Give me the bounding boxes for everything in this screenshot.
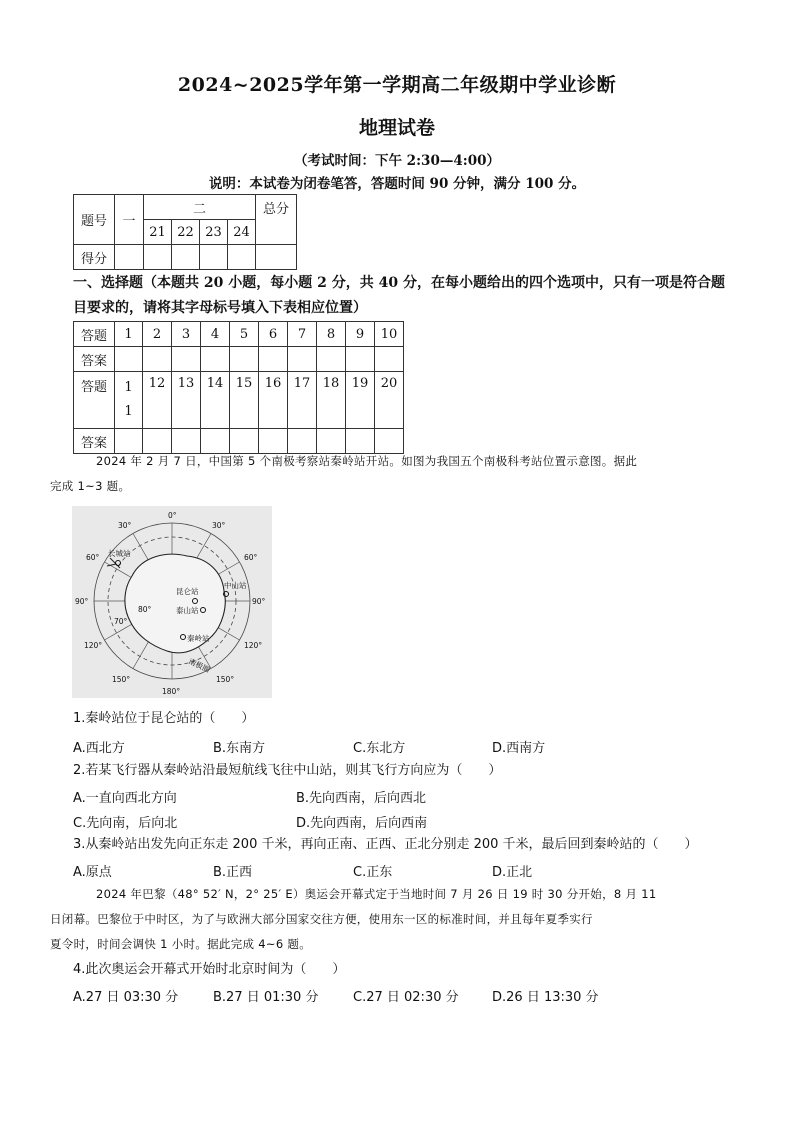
question-number: 5 [230, 322, 259, 347]
answer-cell[interactable] [172, 347, 201, 372]
question-number: 17 [288, 372, 317, 429]
question-number: 2 [143, 322, 172, 347]
question-number: 15 [230, 372, 259, 429]
answer-a-label: 答案 [74, 429, 115, 454]
question-number: 16 [259, 372, 288, 429]
total-header: 总分 [256, 195, 297, 245]
passage-line: 夏令时，时间会调快 1 小时。据此完成 4~6 题。 [50, 937, 312, 951]
part-one-header: 一 [115, 195, 144, 245]
question-number: 19 [346, 372, 375, 429]
answer-cell[interactable] [346, 347, 375, 372]
lon-label: 180° [162, 687, 181, 696]
question-number: 6 [259, 322, 288, 347]
answer-cell[interactable] [115, 347, 143, 372]
score-table [73, 194, 297, 270]
lon-label: 30° [212, 521, 226, 530]
lon-label: 120° [84, 641, 103, 650]
question-number: 14 [201, 372, 230, 429]
answer-cell[interactable] [259, 347, 288, 372]
question-number-part: 1 [124, 404, 133, 419]
score-table-header: 题号 [74, 195, 115, 245]
q2-option-c[interactable]: C.先向南，后向北 [73, 816, 178, 831]
score-cell[interactable] [228, 245, 256, 270]
question-number: 8 [317, 322, 346, 347]
lon-label: 150° [216, 675, 235, 684]
station-label: 昆仑站 [176, 587, 199, 596]
answer-q-label: 答题 [74, 322, 115, 347]
question-number [115, 372, 143, 429]
exam-title: 2024~2025学年第一学期高二年级期中学业诊断 [177, 74, 617, 96]
exam-notice: 说明：本试卷为闭卷笔答，答题时间 90 分钟，满分 100 分。 [208, 176, 586, 192]
map-figure [72, 506, 272, 698]
question-4-stem: 4.此次奥运会开幕式开始时北京时间为（ ） [73, 962, 346, 977]
lon-label: 120° [244, 641, 263, 650]
question-number: 9 [346, 322, 375, 347]
exam-subject: 地理试卷 [358, 117, 435, 139]
q2-option-d[interactable]: D.先向西南，后向西南 [296, 816, 428, 831]
circle-label: 南极圈 [187, 656, 212, 675]
score-cell[interactable] [115, 245, 144, 270]
q3-option-c[interactable]: C.正东 [353, 865, 393, 880]
passage-line: 2024 年 2 月 7 日，中国第 5 个南极考察站秦岭站开站。如图为我国五个南极科考站位置示意图。据此 [96, 454, 638, 468]
q4-option-d[interactable]: D.26 日 13:30 分 [492, 990, 599, 1005]
answer-cell[interactable] [143, 347, 172, 372]
question-number: 1 [115, 322, 143, 347]
question-number-part: 1 [124, 380, 133, 395]
exam-time: （考试时间：下午 2:30—4:00） [293, 153, 501, 169]
q1-option-c[interactable]: C.东北方 [353, 741, 406, 756]
sub-header: 24 [228, 220, 256, 245]
part-two-header: 二 [144, 195, 256, 220]
station-label: 秦岭站 [187, 634, 210, 643]
lat-label: 70° [114, 617, 128, 626]
antarctic-stations-map [72, 506, 272, 698]
score-cell[interactable] [172, 245, 200, 270]
q4-option-b[interactable]: B.27 日 01:30 分 [213, 990, 319, 1005]
lon-label: 90° [75, 597, 89, 606]
sub-header: 23 [200, 220, 228, 245]
question-2-stem: 2.若某飞行器从秦岭站沿最短航线飞往中山站，则其飞行方向应为（ ） [73, 763, 502, 778]
answer-cell[interactable] [288, 347, 317, 372]
peninsula-outline [107, 558, 120, 568]
question-number: 10 [375, 322, 404, 347]
lon-label: 60° [86, 553, 100, 562]
q1-option-d[interactable]: D.西南方 [492, 741, 546, 756]
score-row-label: 得分 [74, 245, 115, 270]
lat-label: 80° [138, 605, 152, 614]
station-label: 泰山站 [176, 606, 199, 615]
q4-option-a[interactable]: A.27 日 03:30 分 [73, 990, 179, 1005]
q1-option-a[interactable]: A.西北方 [73, 741, 125, 756]
answer-a-label: 答案 [74, 347, 115, 372]
lon-label: 90° [252, 597, 266, 606]
score-cell[interactable] [200, 245, 228, 270]
passage-line: 日闭幕。巴黎位于中时区，为了与欧洲大部分国家交往方便，使用东一区的标准时间，并且每年夏季实行 [50, 912, 593, 926]
passage-two [50, 882, 728, 957]
answer-cell[interactable] [201, 347, 230, 372]
answer-cell[interactable] [230, 347, 259, 372]
antarctica-outline [125, 554, 225, 653]
q3-option-a[interactable]: A.原点 [73, 865, 112, 880]
answer-q-label: 答题 [74, 372, 115, 429]
q1-option-b[interactable]: B.东南方 [213, 741, 266, 756]
q2-option-a[interactable]: A.一直向西北方向 [73, 791, 177, 806]
answer-cell[interactable] [317, 347, 346, 372]
question-3-stem: 3.从秦岭站出发先向正东走 200 千米，再向正南、正西、正北分别走 200 千米，最后回到秦岭站的（ ） [73, 837, 698, 852]
q2-option-b[interactable]: B.先向西南，后向西北 [296, 791, 427, 806]
q3-option-b[interactable]: B.正西 [213, 865, 253, 880]
station-label: 长城站 [108, 549, 131, 558]
lon-label: 30° [118, 521, 132, 530]
answer-cell[interactable] [375, 347, 404, 372]
question-1-stem: 1.秦岭站位于昆仑站的（ ） [73, 711, 255, 726]
question-number: 12 [143, 372, 172, 429]
passage-line: 完成 1~3 题。 [50, 479, 131, 493]
passage-line: 2024 年巴黎（48° 52′ N，2° 25′ E）奥运会开幕式定于当地时间 7 月 26 日 19 时 30 分开始，8 月 11 [96, 887, 657, 901]
lon-label: 60° [244, 553, 258, 562]
question-number: 4 [201, 322, 230, 347]
section-one-heading: 一、选择题（本题共 20 小题，每小题 2 分，共 40 分，在每小题给出的四个选项中，只有一项是符合题目要求的，请将其字母标号填入下表相应位置） [73, 275, 725, 316]
sub-header: 22 [172, 220, 200, 245]
sub-header: 21 [144, 220, 172, 245]
lon-label: 0° [168, 511, 177, 520]
question-number: 3 [172, 322, 201, 347]
lon-label: 150° [112, 675, 131, 684]
passage-one [50, 449, 728, 499]
score-cell[interactable] [256, 245, 297, 270]
q4-option-c[interactable]: C.27 日 02:30 分 [353, 990, 459, 1005]
question-number: 13 [172, 372, 201, 429]
answer-table [73, 321, 404, 454]
q3-option-d[interactable]: D.正北 [492, 865, 533, 880]
question-number: 7 [288, 322, 317, 347]
changcheng-marker [116, 561, 121, 566]
question-number: 18 [317, 372, 346, 429]
score-cell[interactable] [144, 245, 172, 270]
question-number: 20 [375, 372, 404, 429]
station-label: 中山站 [224, 581, 247, 590]
